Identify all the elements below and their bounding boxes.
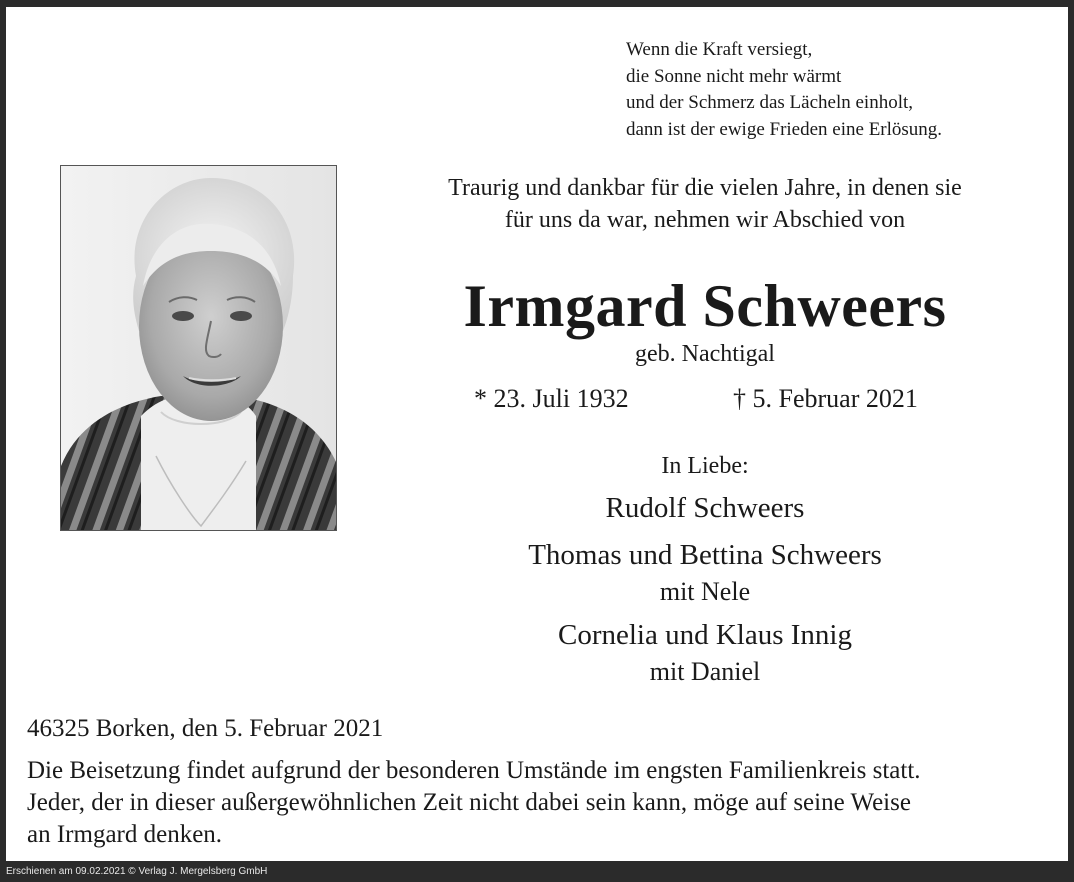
poem-line: die Sonne nicht mehr wärmt bbox=[626, 65, 842, 87]
poem bbox=[626, 37, 942, 143]
poem-line: dann ist der ewige Frieden eine Erlösung. bbox=[626, 118, 943, 140]
intro-line: für uns da war, nehmen wir Abschied von bbox=[504, 207, 906, 233]
mourner-name: Rudolf Schweers bbox=[605, 492, 805, 524]
notice-line: an Irmgard denken. bbox=[27, 821, 223, 848]
mourner-name: mit Daniel bbox=[649, 657, 761, 686]
portrait-image bbox=[61, 166, 337, 531]
portrait-photo bbox=[60, 165, 337, 531]
poem-line: und der Schmerz das Lächeln einholt, bbox=[626, 92, 914, 113]
publication-footer: Erschienen am 09.02.2021 © Verlag J. Mergelsberg GmbH bbox=[0, 861, 1074, 882]
deceased-name: Irmgard Schweers bbox=[463, 273, 947, 339]
intro-text bbox=[380, 172, 1030, 236]
mourners-list bbox=[380, 489, 1030, 688]
mourner-name: Thomas und Bettina Schweers bbox=[528, 539, 882, 571]
funeral-notice bbox=[27, 755, 1047, 851]
mourner-name: mit Nele bbox=[659, 577, 751, 606]
mourners-label: In Liebe: bbox=[661, 453, 749, 479]
notice-line: Jeder, der in dieser außergewöhnlichen Zeit nicht dabei sein kann, möge auf seine Weise bbox=[27, 789, 911, 816]
poem-line: Wenn die Kraft versiegt, bbox=[626, 39, 813, 60]
death-date: † 5. Februar 2021 bbox=[733, 384, 918, 413]
intro-line: Traurig und dankbar für die vielen Jahre, in denen sie bbox=[448, 175, 962, 201]
place-date: 46325 Borken, den 5. Februar 2021 bbox=[27, 715, 384, 742]
birth-date: * 23. Juli 1932 bbox=[474, 384, 629, 413]
mourner-name: Cornelia und Klaus Innig bbox=[558, 619, 852, 651]
notice-line: Die Beisetzung findet aufgrund der besonderen Umstände im engsten Familienkreis statt. bbox=[27, 757, 921, 784]
maiden-name: geb. Nachtigal bbox=[635, 341, 775, 367]
